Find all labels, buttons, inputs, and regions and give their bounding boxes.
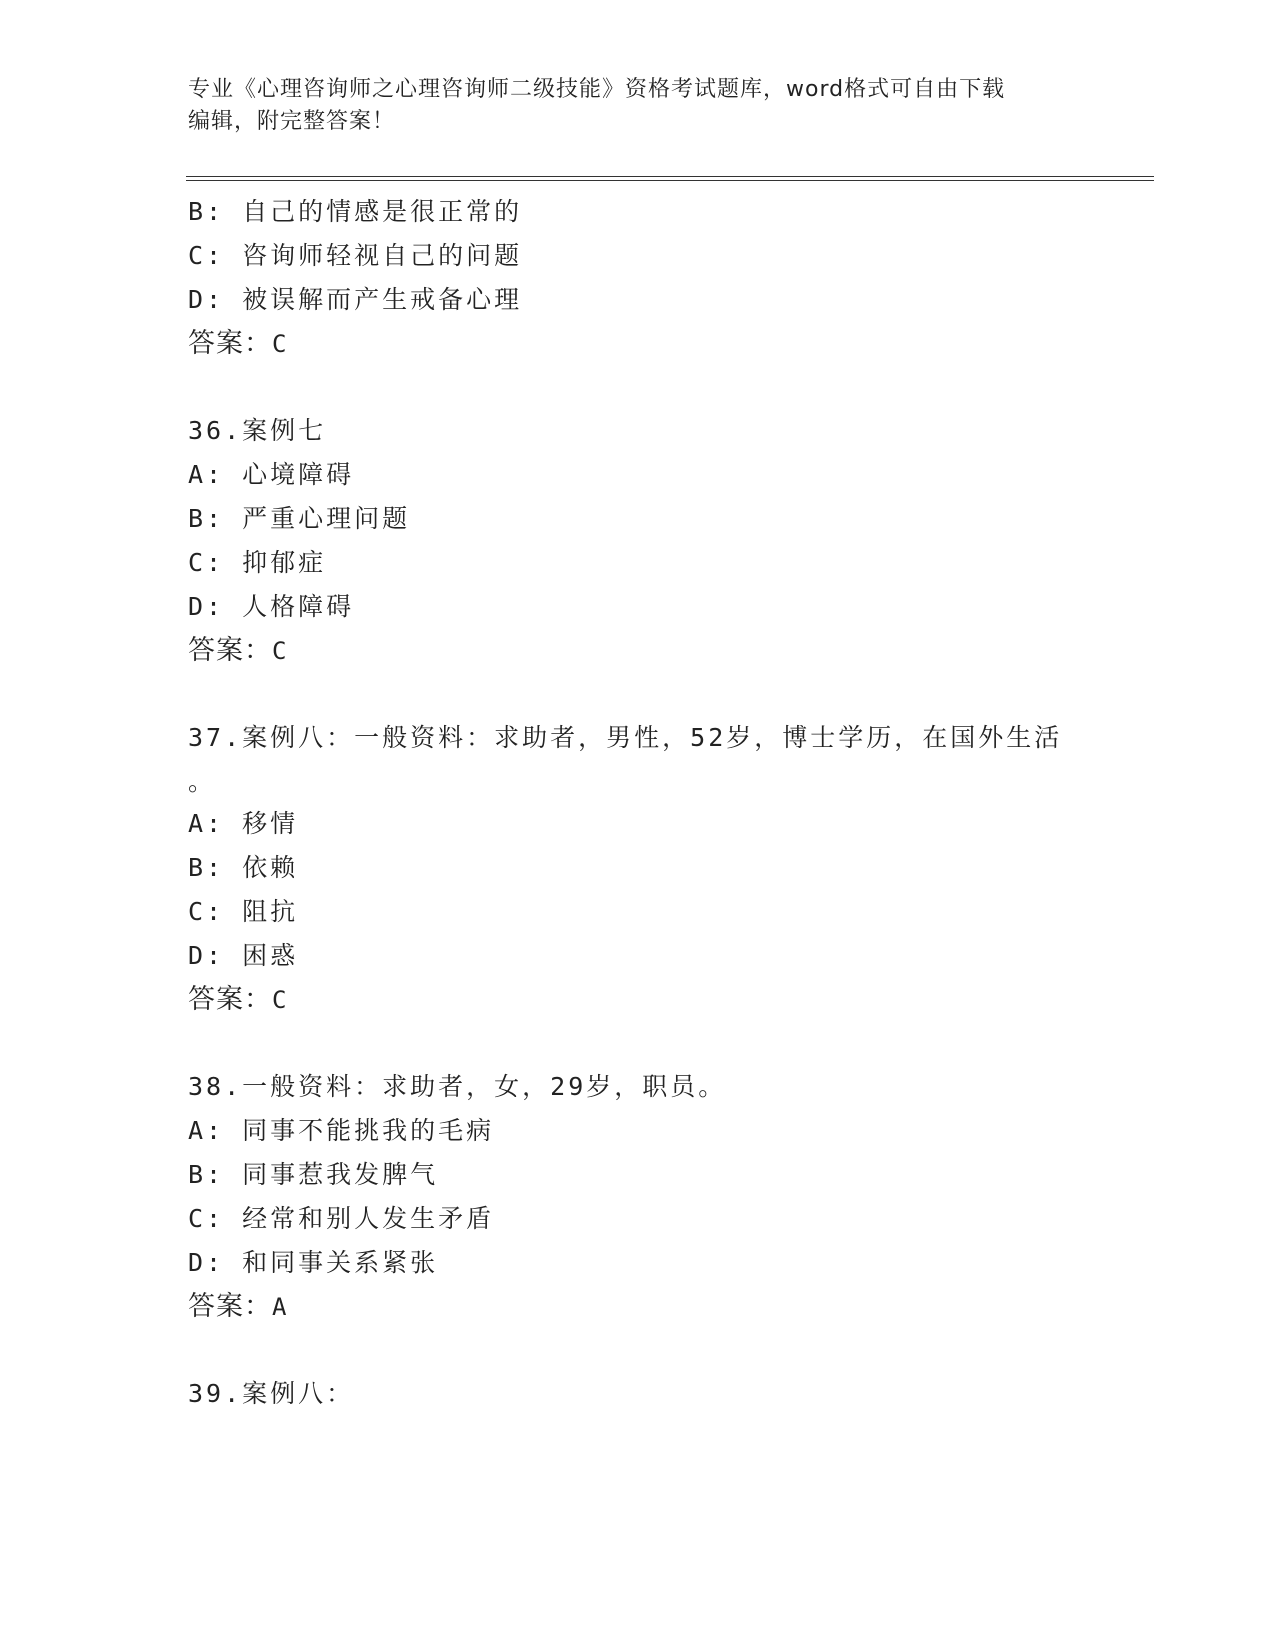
answer-value: C	[272, 986, 288, 1014]
question-title-continuation: 。	[188, 767, 217, 796]
option-line: B: 严重心理问题	[188, 504, 411, 533]
answer-line	[188, 1285, 287, 1329]
option-line: B: 自己的情感是很正常的	[188, 197, 523, 226]
option-line: A: 移情	[188, 809, 299, 838]
answer-line	[188, 629, 287, 673]
answer-label: 答案：	[188, 635, 272, 666]
option-line: D: 被误解而产生戒备心理	[188, 285, 523, 314]
option-line: B: 依赖	[188, 853, 299, 882]
option-line: A: 同事不能挑我的毛病	[188, 1116, 495, 1145]
question-title: 37.案例八：一般资料：求助者，男性，52岁，博士学历，在国外生活	[188, 723, 1063, 752]
document-header	[188, 74, 1088, 138]
answer-value: C	[272, 637, 288, 665]
header-rule-bottom	[186, 180, 1154, 181]
answer-label: 答案：	[188, 984, 272, 1015]
option-line: C: 咨询师轻视自己的问题	[188, 241, 523, 270]
option-line: B: 同事惹我发脾气	[188, 1160, 439, 1189]
option-line: C: 抑郁症	[188, 548, 327, 577]
header-line-2: 编辑，附完整答案！	[188, 109, 396, 134]
question-title: 36.案例七	[188, 416, 327, 445]
option-line: D: 人格障碍	[188, 592, 355, 621]
answer-label: 答案：	[188, 1291, 272, 1322]
option-line: C: 阻抗	[188, 897, 299, 926]
header-rule-top	[186, 176, 1154, 177]
option-line: A: 心境障碍	[188, 460, 355, 489]
option-line: C: 经常和别人发生矛盾	[188, 1204, 495, 1233]
option-line: D: 困惑	[188, 941, 299, 970]
header-line-1: 专业《心理咨询师之心理咨询师二级技能》资格考试题库，word格式可自由下载	[188, 77, 1006, 102]
option-line: D: 和同事关系紧张	[188, 1248, 439, 1277]
question-title: 39.案例八：	[188, 1379, 355, 1408]
answer-line	[188, 978, 287, 1022]
question-title: 38.一般资料：求助者，女，29岁，职员。	[188, 1072, 727, 1101]
answer-value: C	[272, 330, 288, 358]
answer-value: A	[272, 1293, 288, 1321]
answer-label: 答案：	[188, 328, 272, 359]
answer-line	[188, 322, 287, 366]
